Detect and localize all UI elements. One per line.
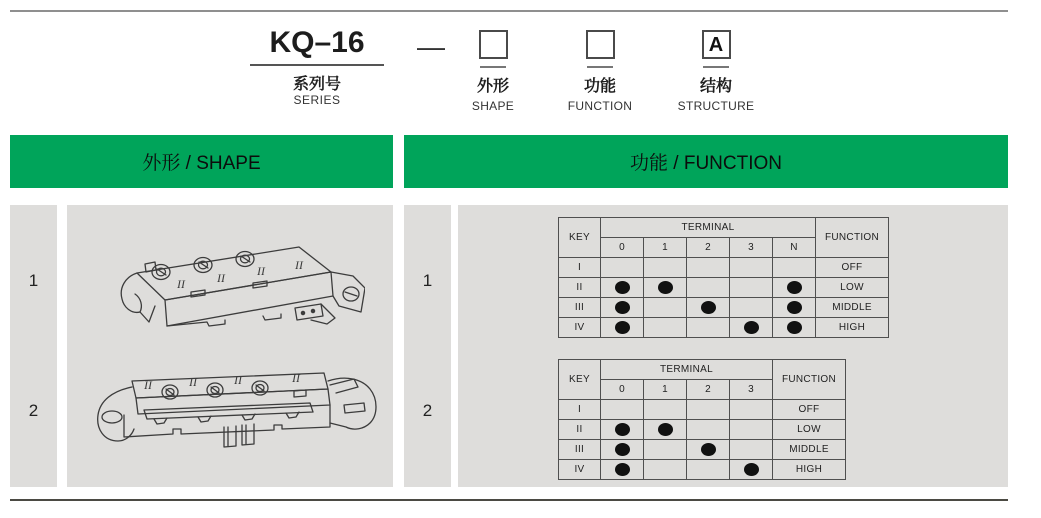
key-cell: II — [559, 278, 601, 298]
terminal-col-header-0: 0 — [601, 380, 644, 400]
contact-dot — [787, 281, 802, 294]
svg-text:II: II — [189, 375, 197, 389]
function-table-1 — [558, 217, 889, 338]
contact-cell — [773, 278, 816, 298]
structure-code-box: A — [702, 30, 731, 59]
table-row-key-I — [559, 258, 889, 278]
svg-text:II: II — [292, 371, 300, 385]
contact-dot — [701, 443, 716, 456]
series-code: KQ–16 — [250, 26, 384, 66]
contact-cell — [644, 298, 687, 318]
contact-cell — [644, 318, 687, 338]
function-section-header: 功能 / FUNCTION — [404, 135, 1008, 188]
contact-cell — [773, 298, 816, 318]
series-label-en: SERIES — [293, 93, 341, 107]
contact-dot — [787, 321, 802, 334]
contact-cell — [601, 420, 644, 440]
contact-dot — [701, 301, 716, 314]
terminal-col-header-3: 3 — [730, 238, 773, 258]
contact-cell — [687, 278, 730, 298]
shape-code-underline — [480, 66, 506, 68]
contact-dot — [615, 463, 630, 476]
contact-cell — [687, 258, 730, 278]
key-cell: III — [559, 298, 601, 318]
col-header-function: FUNCTION — [773, 360, 846, 400]
svg-text:II: II — [295, 258, 303, 272]
contact-dot — [744, 463, 759, 476]
function-index-strip — [404, 205, 451, 487]
function-code-label-cn: 功能 — [583, 78, 616, 95]
shape-code-group — [448, 30, 538, 113]
terminal-col-header-1: 1 — [644, 380, 687, 400]
contact-cell — [730, 278, 773, 298]
function-row-1-index: 1 — [422, 271, 433, 290]
function-cell: HIGH — [816, 318, 889, 338]
contact-dot — [658, 423, 673, 436]
key-cell: IV — [559, 318, 601, 338]
col-header-function: FUNCTION — [816, 218, 889, 258]
table-row-key-III — [559, 298, 889, 318]
contact-dot — [744, 321, 759, 334]
key-cell: III — [559, 440, 601, 460]
terminal-col-header-2: 2 — [687, 238, 730, 258]
terminal-col-header-3: 3 — [730, 380, 773, 400]
shape-index-strip — [10, 205, 57, 487]
function-code-underline — [587, 66, 613, 68]
table-row-key-II — [559, 420, 846, 440]
contact-cell — [730, 258, 773, 278]
contact-cell — [601, 318, 644, 338]
contact-dot — [787, 301, 802, 314]
contact-cell — [644, 420, 687, 440]
product-drawing-shape-1 — [95, 232, 365, 332]
structure-code-group — [671, 30, 761, 113]
terminal-col-header-2: 2 — [687, 380, 730, 400]
function-cell: LOW — [816, 278, 889, 298]
function-cell: LOW — [773, 420, 846, 440]
contact-cell — [601, 400, 644, 420]
svg-text:II: II — [234, 373, 242, 387]
structure-code-label-cn: 结构 — [699, 78, 732, 95]
col-header-key: KEY — [559, 218, 601, 258]
function-row-2-index: 2 — [422, 401, 433, 420]
contact-cell — [601, 278, 644, 298]
contact-dot — [615, 301, 630, 314]
table-row-key-II — [559, 278, 889, 298]
function-table-2-container — [558, 359, 846, 480]
key-cell: I — [559, 400, 601, 420]
svg-text:II: II — [144, 378, 152, 392]
function-cell: MIDDLE — [773, 440, 846, 460]
key-cell: IV — [559, 460, 601, 480]
contact-dot — [615, 423, 630, 436]
table-row-key-I — [559, 400, 846, 420]
contact-cell — [687, 318, 730, 338]
function-code-box — [586, 30, 615, 59]
function-code-label-en: FUNCTION — [567, 99, 633, 113]
part-number-separator: — — [417, 31, 445, 62]
top-rule-line — [10, 10, 1008, 12]
svg-text:II: II — [177, 277, 185, 291]
contact-dot — [615, 443, 630, 456]
contact-cell — [773, 318, 816, 338]
function-cell: HIGH — [773, 460, 846, 480]
contact-dot — [658, 281, 673, 294]
contact-cell — [644, 400, 687, 420]
contact-dot — [615, 321, 630, 334]
contact-cell — [730, 298, 773, 318]
contact-dot — [615, 281, 630, 294]
contact-cell — [687, 460, 730, 480]
table-row-key-IV — [559, 460, 846, 480]
function-cell: MIDDLE — [816, 298, 889, 318]
contact-cell — [601, 440, 644, 460]
contact-cell — [601, 298, 644, 318]
shape-row-2-index: 2 — [28, 401, 39, 420]
col-header-terminal: TERMINAL — [601, 360, 773, 380]
bottom-rule-line — [10, 499, 1008, 501]
svg-text:II: II — [217, 271, 225, 285]
col-header-terminal: TERMINAL — [601, 218, 816, 238]
terminal-col-header-1: 1 — [644, 238, 687, 258]
function-table-2 — [558, 359, 846, 480]
contact-cell — [773, 258, 816, 278]
contact-cell — [730, 318, 773, 338]
contact-cell — [730, 460, 773, 480]
contact-cell — [644, 258, 687, 278]
contact-cell — [644, 278, 687, 298]
function-code-group — [555, 30, 645, 113]
contact-cell — [687, 400, 730, 420]
contact-cell — [601, 460, 644, 480]
shape-code-label-en: SHAPE — [471, 99, 515, 113]
structure-code-underline — [703, 66, 729, 68]
terminal-col-header-0: 0 — [601, 238, 644, 258]
contact-cell — [644, 460, 687, 480]
function-table-1-container — [558, 217, 889, 338]
product-drawing-shape-2 — [78, 365, 388, 460]
function-cell: OFF — [816, 258, 889, 278]
contact-cell — [687, 298, 730, 318]
contact-cell — [730, 400, 773, 420]
table-row-key-III — [559, 440, 846, 460]
shape-code-label-cn: 外形 — [476, 78, 509, 95]
key-cell: I — [559, 258, 601, 278]
contact-cell — [730, 440, 773, 460]
series-label-cn: 系列号 — [292, 76, 341, 93]
col-header-key: KEY — [559, 360, 601, 400]
svg-text:II: II — [257, 264, 265, 278]
contact-cell — [601, 258, 644, 278]
shape-code-box — [479, 30, 508, 59]
structure-code-label-en: STRUCTURE — [677, 99, 755, 113]
shape-row-1-index: 1 — [28, 271, 39, 290]
key-cell: II — [559, 420, 601, 440]
table-row-key-IV — [559, 318, 889, 338]
contact-cell — [644, 440, 687, 460]
contact-cell — [687, 420, 730, 440]
terminal-col-header-N: N — [773, 238, 816, 258]
shape-section-header: 外形 / SHAPE — [10, 135, 393, 188]
function-cell: OFF — [773, 400, 846, 420]
contact-cell — [730, 420, 773, 440]
contact-cell — [687, 440, 730, 460]
